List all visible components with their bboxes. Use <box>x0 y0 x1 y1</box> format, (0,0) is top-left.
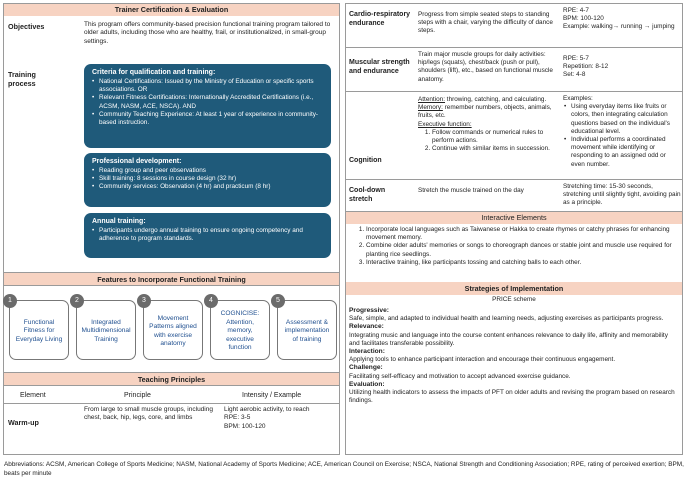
feature-card <box>75 297 136 360</box>
list-item: • Participants undergo annual training to ensure ongoing competency and adherence to program standards. <box>92 227 323 243</box>
professional-development-title: Professional development: <box>92 158 182 165</box>
list-item: • Community services: Observation (4 hr) and practicum (8 hr) <box>92 183 323 191</box>
feature-number-badge: 3 <box>137 294 151 308</box>
price-label: Challenge: <box>349 364 383 372</box>
list-item: 2. Combine older adults' memories or songs to choreograph dances or stable joint and muscle use required for planting rice seedlings. <box>366 242 678 258</box>
warmup-principle: From large to small muscle groups, including chest, back, hip, legs, core, and limbs <box>84 406 213 422</box>
feature-label: COGNICISE: Attention, memory, executive function <box>220 310 260 352</box>
objectives-label: Objectives <box>8 22 45 31</box>
list-item: • Individual performs a coordinated movement while identifying or responding to an assigned odd or even number. <box>563 136 681 169</box>
price-text: Integrating music and language into the course content enhances relevance to daily life, affinity and memorability and facilitates transferable possibility. <box>349 331 668 347</box>
annual-training-list <box>92 227 323 243</box>
list-item: 1. Follow commands or numerical rules to perform actions. <box>432 129 560 145</box>
price-scheme-title: PRICE scheme <box>492 296 536 303</box>
list-item: • Reading group and peer observations <box>92 167 323 175</box>
feature-number-badge: 4 <box>204 294 218 308</box>
column-header-intensity: Intensity / Example <box>242 392 302 399</box>
feature-number-badge: 2 <box>70 294 84 308</box>
training-process-label: Training process <box>8 70 36 88</box>
cognition-examples: Examples: • Using everyday items like fruits or colors, then integrating calculation questions based on the individual's educational level. • Individual performs a coordinated movement while identifying or responding to an assigned odd or even number. <box>563 95 681 169</box>
row-name: Cardio-respiratory endurance <box>349 11 411 27</box>
row-cognition <box>346 92 682 180</box>
row-name: Cognition <box>349 157 382 164</box>
warmup-label: Warm-up <box>8 418 39 427</box>
feature-number-badge: 1 <box>3 294 17 308</box>
trainer-header: Trainer Certification & Evaluation <box>4 4 339 16</box>
criteria-title: Criteria for qualification and training: <box>92 69 216 76</box>
feature-card <box>209 297 270 360</box>
left-panel <box>3 3 340 455</box>
divider <box>4 403 339 404</box>
list-item: • Using everyday items like fruits or colors, then integrating calculation questions based on the individual's educational level. <box>563 103 681 136</box>
price-label: Progressive: <box>349 307 389 314</box>
examples-list <box>563 103 681 169</box>
list-item: • National Certifications: Issued by the Ministry of Education or specific sports associations. OR <box>92 78 323 94</box>
professional-development-list <box>92 167 323 192</box>
feature-label: Movement Patterns aligned with exercise anatomy <box>149 314 197 347</box>
cognition-principle <box>418 96 560 153</box>
feature-card <box>8 297 69 360</box>
interactive-elements-header: Interactive Elements <box>346 212 682 224</box>
executive-function-label: Executive function: <box>418 120 472 128</box>
feature-label: Assessment & implementation of training <box>284 318 330 343</box>
memory-line: Memory: remember numbers, objects, animals, fruits, etc. <box>418 104 552 120</box>
attention-line: Attention: throwing, catching, and calculating. <box>418 96 547 103</box>
row-intensity: RPE: 4-7 BPM: 100-120 Example: walking→ running → jumping <box>563 7 675 31</box>
row-cardio <box>346 4 682 48</box>
price-text: Utilizing health indicators to assess the impacts of PFT on older adults and revising the program based on research findings. <box>349 389 675 405</box>
objectives-text: This program offers community-based precision functional training program tailored to older adults, including those who are healthy, frail, or institutionalized, in small-group settings. <box>84 21 331 45</box>
price-label: Relevance: <box>349 323 384 331</box>
teaching-principles-header: Teaching Principles <box>4 372 339 386</box>
list-item: 1. Incorporate local languages such as Taiwanese or Hakka to create rhymes or catchy phrases for enhancing movement memory. <box>366 226 678 242</box>
feature-card <box>276 297 337 360</box>
feature-label: Integrated Multidimensional Training <box>81 318 131 343</box>
list-item: 3. Interactive training, like participants tossing and catching balls to each other. <box>366 259 678 267</box>
list-item: 2. Continue with similar items in succession. <box>432 145 560 153</box>
price-text: Applying tools to enhance participant interaction and encourage their continuous engagement. <box>349 356 616 364</box>
right-panel <box>345 3 683 455</box>
row-name: Muscular strength and endurance <box>349 59 410 75</box>
features-header: Features to Incorporate Functional Training <box>4 272 339 286</box>
criteria-list <box>92 78 323 127</box>
strategies-header: Strategies of Implementation <box>346 282 682 295</box>
row-name: Cool-down stretch <box>349 187 386 203</box>
list-item: • Relevant Fitness Certifications: Internationally Accredited Certifications (i.e., ACSM, NASM, ACE, NSCA). AND <box>92 94 323 110</box>
interactive-elements-list <box>352 226 678 267</box>
price-text: Safe, simple, and adapted to individual health and learning needs, adjusting exercises as participants progress. <box>349 315 664 323</box>
feature-number-badge: 5 <box>271 294 285 308</box>
warmup-intensity: Light aerobic activity, to reach RPE: 3-5 BPM: 100-120 <box>224 406 310 430</box>
row-principle: Stretch the muscle trained on the day <box>418 187 524 194</box>
price-text: Facilitating self-efficacy and motivation to accept advanced exercise guidance. <box>349 372 571 380</box>
professional-development-box <box>84 153 331 207</box>
row-cooldown <box>346 180 682 212</box>
column-header-principle: Principle <box>124 392 151 399</box>
column-header-element: Element <box>20 392 46 399</box>
row-principle: Train major muscle groups for daily activities: hip/legs (squats), chest/back (push or pull), shoulders (lift), etc., based on functional muscle anatomy. <box>418 51 553 83</box>
row-intensity: RPE: 5-7 Repetition: 8-12 Set: 4-8 <box>563 55 609 79</box>
list-item: • Skill training: 8 sessions in course design (32 hr) <box>92 175 323 183</box>
feature-card <box>142 297 203 360</box>
annual-training-box <box>84 213 331 258</box>
price-label: Interaction: <box>349 348 385 356</box>
annual-training-title: Annual training: <box>92 218 146 225</box>
row-intensity: Stretching time: 15-30 seconds, stretching until slightly tight, avoiding pain as a principle. <box>563 183 681 207</box>
feature-label: Functional Fitness for Everyday Living <box>15 318 63 343</box>
price-label: Evaluation: <box>349 380 385 388</box>
abbreviations-footnote: Abbreviations: ACSM, American College of Sports Medicine; NASM, National Academy of Sports Medicine; ACE, American Council on Exercise; NSCA, National Strength and Conditioning Association; RPE, rating of perceived exertion; BPM, beats per minute <box>4 461 684 477</box>
list-item: • Community Teaching Experience: At least 1 year of experience in community-based instruction. <box>92 111 323 127</box>
executive-function-list <box>418 129 560 154</box>
row-muscular <box>346 48 682 92</box>
price-scheme-list <box>349 307 679 405</box>
row-principle: Progress from simple seated steps to standing steps with a chair, varying the difficulty of dance steps. <box>418 11 553 35</box>
criteria-box <box>84 64 331 148</box>
